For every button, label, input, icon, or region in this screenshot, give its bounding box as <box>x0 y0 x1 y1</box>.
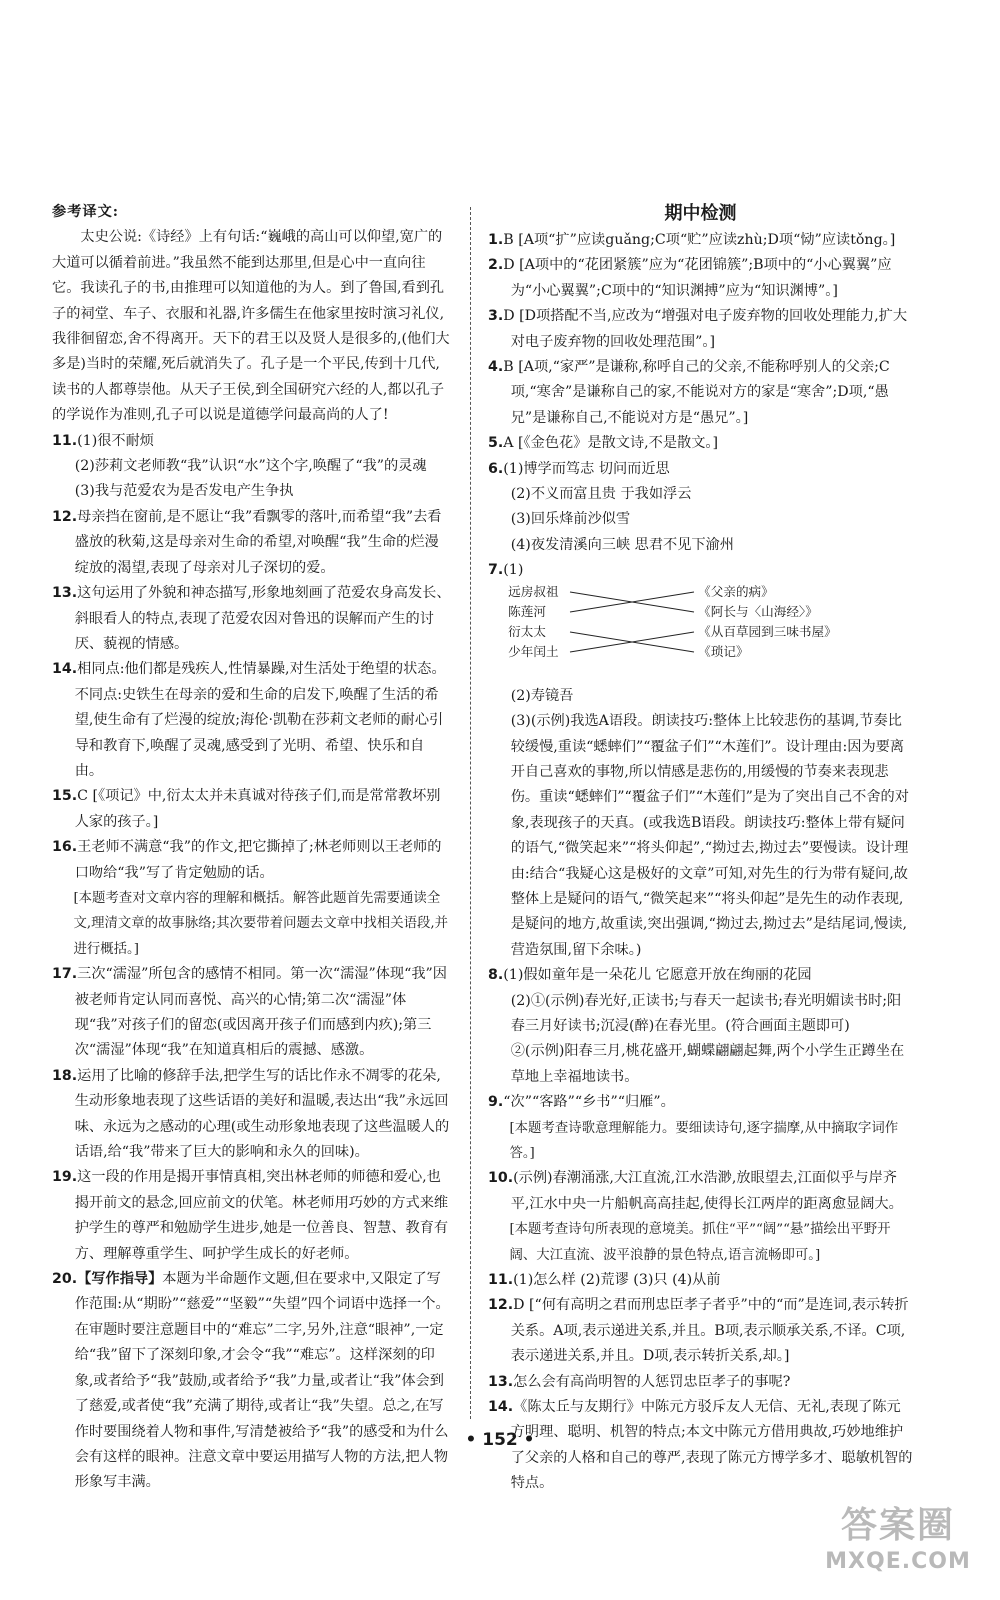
answer-17 <box>52 962 452 1064</box>
answer-text: (1)很不耐烦 <box>77 432 154 449</box>
answer-9-note: [本题考查诗歌意理解能力。要细读诗句,逐字揣摩,从中摘取字词作答。] <box>509 1120 899 1161</box>
watermark-logo-text: 答案圈 <box>840 1505 955 1546</box>
answer-12-right <box>488 1293 913 1369</box>
answer-number: 11. <box>52 432 78 449</box>
reference-translation-heading: 参考译文: <box>52 204 119 220</box>
answer-number: 7. <box>488 562 504 579</box>
answer-number: 15. <box>52 788 78 805</box>
watermark-url: MXQE.COM <box>825 1549 971 1574</box>
answer-13-right <box>488 1370 913 1395</box>
answer-text: 本题为半命题作文题,但在要求中,又限定了写作范围:从“期盼”“慈爱”“坚毅”“失望”四个词语中选择一个。在审题时要注意题目中的“难忘”二字,另外,注意“眼神”,一定给“我”留下了深刻印象,才会令“我”“难忘”。这样深刻的印象,或者给予“我”鼓励,或者给予“我”力量,或者让“我”体会到了慈爱,或者使“我”充满了期待,或者让“我”失望。总之,在写作时要围绕着人物和事件,写清楚被给予“我”的感受和为什么会有这样的眼神。注意文章中要运用描写人物的方法,把人物形象写丰满。 <box>74 1271 450 1491</box>
answer-number: 9. <box>488 1094 504 1111</box>
answer-6-part-4: (4)夜发清溪向三峡 思君不见下渝州 <box>510 536 734 553</box>
match-right-item: 《从百草园到三味书屋》 <box>698 623 837 639</box>
answer-8-part-2: (2)①(示例)春光好,正读书;与春天一起读书;春光明媚读书时;阳春三月好读书;沉浸(醉)在春光里。(符合画面主题即可) <box>510 992 902 1034</box>
answer-7-part-3: (3)(示例)我选A语段。朗读技巧:整体上比较悲伤的基调,节奏比较缓慢,重读“蟋蟀们”“覆盆子们”“木莲们”。设计理由:因为要离开自己喜欢的事物,所以情感是悲伤的,用缓慢的节奏来表现悲伤。重读“蟋蟀们”“覆盆子们”“木莲们”是为了突出自己不舍的对象,表现孩子的天真。(或我选B语段。朗读技巧:整体上带有疑问的语气,“微笑起来”“将头仰起”,“拗过去,拗过去”要慢读。设计理由:结合“我疑心这是极好的文章”可知,对先生的行为带有疑问,故整体上是疑问的语气,“微笑起来”“将头仰起”是先生的动作表现,是疑问的地方,故重读,突出强调,“拗过去,拗过去”是结尾词,慢读,营造氛围,留下余味。) <box>510 713 909 958</box>
column-divider <box>470 207 471 1419</box>
answer-7-part-2: (2)寿镜吾 <box>510 687 574 704</box>
answer-number: 14. <box>52 661 78 678</box>
answer-text: D [D项搭配不当,应改为“增强对电子废弃物的回收处理能力,扩大对电子废弃物的回收处理范围”。] <box>503 308 908 350</box>
answer-7 <box>488 558 913 583</box>
right-column <box>488 200 913 1497</box>
answer-number: 10. <box>488 1170 514 1187</box>
answer-number: 17. <box>52 966 78 983</box>
match-left-item: 衍太太 <box>508 623 546 639</box>
answer-3 <box>488 304 913 355</box>
answer-4 <box>488 355 913 431</box>
answer-11 <box>52 429 452 454</box>
answer-number: 5. <box>488 435 504 452</box>
answer-text: 怎么会有高尚明智的人惩罚忠臣孝子的事呢? <box>513 1373 791 1390</box>
answer-text: (示例)春潮涌涨,大江直流,江水浩渺,放眼望去,江面似乎与岸齐平,江水中央一片船帆高高挂起,使得长江两岸的距离愈显阔大。 <box>510 1170 903 1212</box>
answer-text: 王老师不满意“我”的作文,把它撕掉了;林老师则以王老师的口吻给“我”写了肯定勉励的话。 <box>74 839 442 881</box>
answer-number: 8. <box>488 967 504 984</box>
answer-text: 运用了比喻的修辞手法,把学生写的话比作永不凋零的花朵,生动形象地表现了这些话语的美好和温暖,表达出“我”永远回味、永远为之感动的心理(或生动形象地表现了这些温暖人的话语,给“我”带来了巨大的影响和永久的回味)。 <box>74 1067 450 1161</box>
answer-text: C <box>77 788 88 805</box>
answer-number: 6. <box>488 460 504 477</box>
answer-6-part-3: (3)回乐烽前沙似雪 <box>510 511 631 528</box>
answer-12 <box>52 505 452 581</box>
answer-20 <box>52 1267 452 1496</box>
answer-11-part-2: (2)莎莉文老师教“我”认识“水”这个字,唤醒了“我”的灵魂 <box>74 458 427 475</box>
answer-text: D [A项中的“花团紧簇”应为“花团锦簇”;B项中的“小心翼翼”应为“小心翼翼”;C项中的“知识渊搏”应为“知识渊博”。] <box>503 257 892 299</box>
page-number: • 152 • <box>465 1430 535 1450</box>
answer-text: B [A项,“家严”是谦称,称呼自己的父亲,不能称呼别人的父亲;C项,“寒舍”是谦称自己的家,不能说对方的家是“寒舍”;D项,“愚兄”是谦称自己,不能说对方是“愚兄”。] <box>503 359 890 426</box>
answer-text: (1)博学而笃志 切问而近思 <box>503 460 670 477</box>
answer-text: 三次“濡湿”所包含的感情不相同。第一次“濡湿”体现“我”因被老师肯定认同而喜悦、高兴的心情;第二次“濡湿”体现“我”对孩子们的留恋(或因离开孩子们而感到内疚);第三次“濡湿”体现“我”在知道真相后的震撼、感激。 <box>74 966 447 1059</box>
match-left-item: 陈莲河 <box>508 603 546 619</box>
answer-5 <box>488 431 913 456</box>
matching-diagram <box>508 584 838 684</box>
answer-number: 3. <box>488 308 504 325</box>
match-left-item: 少年闰土 <box>508 643 559 659</box>
answer-number: 2. <box>488 257 504 274</box>
answer-10 <box>488 1166 913 1217</box>
answer-16-note: [本题考查对文章内容的理解和概括。解答此题首先需要通读全文,理清文章的故事脉络;其次要带着问题去文章中找相关语段,并进行概括。] <box>73 890 449 957</box>
answer-text: B [A项“扩”应读guǎng;C项“贮”应读zhù;D项“恸”应读tǒng。] <box>503 232 896 248</box>
answer-text: “次”“客路”“乡书”“归雁”。 <box>503 1094 675 1111</box>
answer-15 <box>52 784 452 835</box>
answer-number: 14. <box>488 1399 514 1416</box>
answer-10-note: [本题考查诗句所表现的意境美。抓住“平”“阔”“悬”描绘出平野开阔、大江直流、波平浪静的景色特点,语言流畅即可。] <box>509 1222 891 1263</box>
answer-6-part-2: (2)不义而富且贵 于我如浮云 <box>510 486 692 503</box>
answer-number: 19. <box>52 1169 78 1186</box>
answer-text: 《陈太丘与友期行》中陈元方驳斥友人无信、无礼,表现了陈元方明理、聪明、机智的特点;本文中陈元方借用典故,巧妙地维护了父亲的人格和自己的尊严,表现了陈元方博学多才、聪敏机智的特点。 <box>510 1399 913 1492</box>
match-left-item: 远房叔祖 <box>508 583 559 599</box>
section-title: 期中检测 <box>664 203 737 224</box>
answer-6 <box>488 457 913 482</box>
reference-translation-text: 太史公说:《诗经》上有句话:“巍峨的高山可以仰望,宽广的大道可以循着前进。”我虽然不能到达那里,但是心中一直向往它。我读孔子的书,由推理可以知道他的为人。到了鲁国,看到孔子的祠堂、车子、衣服和礼器,许多儒生在他家里按时演习礼仪,我徘徊留恋,舍不得离开。天下的君王以及贤人是很多的,(他们大多是)当时的荣耀,死后就消失了。孔子是一个平民,传到十几代,读书的人都尊崇他。从天子王侯,到全国研究六经的人,都以孔子的学说作为准则,孔子可以说是道德学问最高尚的人了! <box>52 229 450 424</box>
answer-number: 4. <box>488 359 504 376</box>
answer-text: 这一段的作用是揭开事情真相,突出林老师的师德和爱心,也揭开前文的悬念,回应前文的伏笔。林老师用巧妙的方式来维护学生的尊严和勉励学生进步,她是一位善良、智慧、教育有方、理解尊重学生、呵护学生成长的好老师。 <box>74 1169 449 1262</box>
answer-9 <box>488 1090 913 1115</box>
answer-8-part-3: ②(示例)阳春三月,桃花盛开,蝴蝶翩翩起舞,两个小学生正蹲坐在草地上幸福地读书。 <box>510 1043 905 1085</box>
answer-text: 这句运用了外貌和神态描写,形象地刻画了范爱农身高发长、斜眼看人的特点,表现了范爱农因对鲁迅的误解而产生的讨厌、藐视的情感。 <box>74 585 451 652</box>
answer-16 <box>52 835 452 886</box>
answer-number: 13. <box>52 585 78 602</box>
match-right-item: 《琐记》 <box>698 643 749 659</box>
answer-text: (1)怎么样 (2)荒谬 (3)只 (4)从前 <box>513 1272 721 1289</box>
answer-8 <box>488 963 913 988</box>
answer-number: 18. <box>52 1067 78 1084</box>
answer-19 <box>52 1165 452 1267</box>
answer-13 <box>52 581 452 657</box>
answer-number: 12. <box>52 508 78 525</box>
answer-11-right <box>488 1268 913 1293</box>
answer-14 <box>52 657 452 784</box>
answer-text: A [《金色花》是散文诗,不是散文。] <box>503 435 719 452</box>
answer-number: 16. <box>52 839 78 856</box>
answer-note: [《项记》中,衍太太并未真诚对待孩子们,而是常常教坏别人家的孩子。] <box>74 788 441 830</box>
answer-text: (1)假如童年是一朵花儿 它愿意开放在绚丽的花园 <box>503 967 812 984</box>
answer-number: 13. <box>488 1373 514 1390</box>
answer-text: D [“何有高明之君而刑忠臣孝子者乎”中的“而”是连词,表示转折关系。A项,表示递进关系,并且。B项,表示顺承关系,不译。C项,表示递进关系,并且。D项,表示转折关系,却。] <box>510 1297 909 1365</box>
answer-text: 相同点:他们都是残疾人,性情暴躁,对生活处于绝望的状态。不同点:史铁生在母亲的爱和生命的启发下,唤醒了生活的希望,使生命有了烂漫的绽放;海伦·凯勒在莎莉文老师的耐心引导和教育下,唤醒了灵魂,感受到了光明、希望、快乐和自由。 <box>74 661 446 779</box>
match-right-item: 《阿长与〈山海经〉》 <box>698 603 818 619</box>
answer-text: (1) <box>503 562 524 579</box>
answer-text: 母亲挡在窗前,是不愿让“我”看飘零的落叶,而希望“我”去看盛放的秋菊,这是母亲对生命的希望,对唤醒“我”生命的烂漫绽放的渴望,表现了母亲对儿子深切的爱。 <box>74 508 442 576</box>
answer-18 <box>52 1064 452 1166</box>
answer-1 <box>488 228 913 253</box>
answer-2 <box>488 253 913 304</box>
site-watermark <box>818 1504 978 1592</box>
match-right-item: 《父亲的病》 <box>698 583 774 599</box>
answer-number: 11. <box>488 1272 514 1289</box>
writing-guide-label: 【写作指导】 <box>77 1271 163 1288</box>
left-column <box>52 200 452 1496</box>
answer-11-part-3: (3)我与范爱农为是否发电产生争执 <box>74 483 294 500</box>
answer-number: 20. <box>52 1271 78 1288</box>
answer-number: 1. <box>488 232 504 248</box>
answer-number: 12. <box>488 1297 514 1314</box>
